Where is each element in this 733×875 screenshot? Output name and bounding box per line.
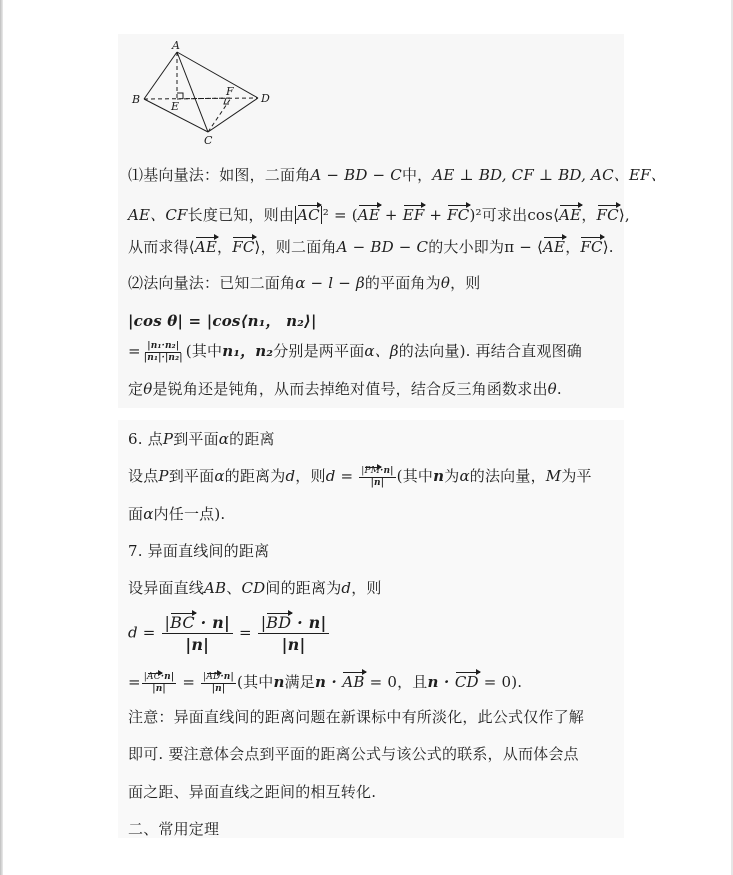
section2-title: 二、常用定理 (128, 820, 220, 838)
section7-title: 7. 异面直线间的距离 (128, 542, 270, 560)
dihedral-angle-figure (122, 38, 282, 148)
method1-line3: 从而求得⟨AE，FC⟩，则二面角A − BD − C的大小即为π − ⟨AE，FC⟩. (128, 238, 614, 256)
method2-line3: = $\frac{\text{|n₁·n₂|}}{\text{|n₁|·|n₂|}}$ (其中n₁，n₂分别是两平面α、β的法向量). 再结合直观图确 (128, 340, 582, 363)
edge-cd (208, 98, 258, 132)
label-c: C (204, 134, 213, 147)
page-left-edge (0, 0, 3, 875)
skew-distance-fraction-ac: $\frac{|AC\cdot n|}{|n|}$ (143, 671, 175, 694)
note-line1: 注意：异面直线间的距离问题在新课标中有所淡化，此公式仅作了解 (128, 708, 585, 726)
section7-line1: 设异面直线AB、CD间的距离为d，则 (128, 579, 382, 597)
section7-formula1: d = $\frac{|BC \cdot n|}{|n|}$ = $\frac{|BD \cdot n|}{|n|}$ (128, 612, 330, 655)
method2-line4: 定θ是锐角还是钝角，从而去掉绝对值号，结合反三角函数求出θ. (128, 380, 562, 398)
edge-ac (177, 52, 208, 132)
label-a: A (172, 39, 180, 52)
method2-line2: |cos θ| = |cos⟨n₁， n₂⟩| (128, 312, 317, 330)
section6-title: 6. 点P到平面α的距离 (128, 430, 275, 448)
edge-ad (177, 52, 258, 98)
normal-vector-fraction: $\frac{\text{|n₁·n₂|}}{\text{|n₁|·|n₂|}}$ (143, 340, 183, 363)
label-e: E (171, 100, 180, 113)
label-b: B (132, 93, 141, 106)
edge-ab (144, 52, 177, 99)
label-f: F (226, 85, 234, 98)
section6-line2: 面α内任一点). (128, 505, 226, 523)
method2-line1: ⑵法向量法：已知二面角α − l − β的平面角为θ，则 (128, 274, 481, 292)
point-plane-distance-fraction: $\frac{|PM\cdot n|}{|n|}$ (361, 465, 394, 488)
method1-line1: ⑴基向量法：如图，二面角A − BD − C中，AE ⊥ BD, CF ⊥ BD, AC、EF、 (128, 166, 666, 184)
note-line2: 即可. 要注意体会点到平面的距离公式与该公式的联系，从而体会点 (128, 745, 579, 763)
vec-ac: AC (297, 206, 320, 224)
label-d: D (261, 92, 270, 105)
right-angle-mark-f (224, 98, 229, 104)
section6-line1: 设点P到平面α的距离为d，则d = $\frac{|PM\cdot n|}{|n|}$ (其中n为α的法向量，M为平 (128, 465, 592, 488)
section7-formula2: = $\frac{|AC\cdot n|}{|n|}$ = $\frac{|AD\cdot n|}{|n|}$ (其中n满足n · AB = 0，且n · CD = 0). (128, 671, 523, 694)
skew-distance-fraction-bc: $\frac{|BC \cdot n|}{|n|}$ (162, 612, 233, 655)
skew-distance-fraction-bd: $\frac{|BD \cdot n|}{|n|}$ (258, 612, 330, 655)
note-line3: 面之距、异面直线之距间的相互转化. (128, 783, 377, 801)
method1-line2: AE、CF长度已知，则由 AC ² = (AE + EF + FC)²可求出cos⟨AE，FC⟩, (128, 206, 630, 224)
segment-cf (208, 98, 231, 132)
right-angle-mark-e (177, 93, 183, 99)
skew-distance-fraction-ad: $\frac{|AD\cdot n|}{|n|}$ (203, 671, 235, 694)
